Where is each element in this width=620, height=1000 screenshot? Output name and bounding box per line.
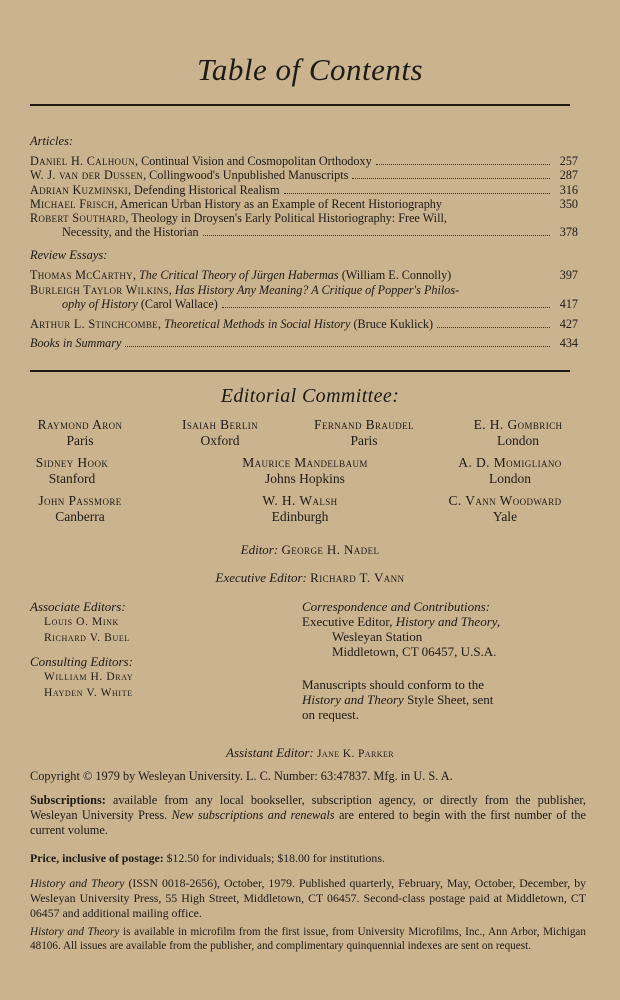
assistant-editor-label: Assistant Editor:: [226, 745, 314, 760]
leader-dots: [125, 346, 550, 347]
entry-author: Arthur L. Stinchcombe: [30, 317, 158, 331]
entry-page: 378: [559, 225, 578, 239]
leader-dots: [284, 193, 550, 194]
leader-dots: [352, 178, 550, 179]
copyright-line: Copyright © 1979 by Wesleyan University. L. C. Number: 63:47837. Mfg. in U. S. A.: [30, 769, 453, 783]
entry-page: 417: [559, 297, 578, 311]
committee-member: W. H. Walsh Edinburgh: [262, 493, 338, 524]
entry-reviewer: (Bruce Kuklick): [353, 317, 434, 331]
editor-line: [0, 542, 620, 558]
entry-page: 257: [559, 154, 578, 168]
microfilm-paragraph: History and Theory is available in microfilm from the first issue, from University Microfilms, Inc., Ann Arbor, Michigan 48106. All issues are available from the publisher, and complimentary quinquennial indexes are sent on request.: [30, 926, 586, 952]
entry-author: Thomas McCarthy: [30, 268, 133, 282]
top-rule: [30, 104, 570, 106]
correspondence-column: Correspondence and Contributions: Executive Editor, History and Theory, Wesleyan Station Middletown, CT 06457, U.S.A. Manuscripts should conform to the History and Theory Style Sheet, sent on request.: [302, 599, 602, 722]
entry-page: 397: [559, 268, 578, 282]
entry-page: 350: [559, 197, 578, 211]
entry-page: 427: [559, 317, 578, 331]
entry-author: Adrian Kuzminski: [30, 183, 128, 197]
review-essays-label: Review Essays:: [30, 248, 108, 262]
entry-title: Defending Historical Realism: [134, 183, 280, 197]
toc-entry[interactable]: Adrian Kuzminski, Defending Historical Realism 316: [30, 183, 578, 197]
publication-paragraph: History and Theory (ISSN 0018-2656), October, 1979. Published quarterly, February, May, October, December, by Wesleyan University Press, 55 High Street, Middletown, CT 06457. Second-class postage paid at Middletown, CT 06457 and additional mailing office.: [30, 876, 586, 920]
middle-rule: [30, 370, 570, 372]
entry-author: Daniel H. Calhoun: [30, 154, 135, 168]
committee-member: Fernand Braudel Paris: [314, 417, 414, 448]
entry-title: Theoretical Methods in Social History: [164, 317, 351, 331]
committee-member: E. H. Gombrich London: [473, 417, 563, 448]
entry-reviewer: (William E. Connolly): [341, 268, 452, 282]
committee-member: A. D. Momigliano London: [458, 455, 562, 486]
price-line: Price, inclusive of postage: $12.50 for individuals; $18.00 for institutions.: [30, 851, 385, 865]
associate-editor: Louis O. Mink: [44, 616, 119, 628]
articles-label: Articles:: [30, 134, 74, 148]
entry-author: W. J. van der Dussen: [30, 168, 144, 182]
toc-entry[interactable]: Michael Frisch, American Urban History as an Example of Recent Historiography 350: [30, 197, 578, 211]
toc-entry[interactable]: Robert Southard, Theology in Droysen's Early Political Historiography: Free Will, Necessity, and the Historian 378: [30, 211, 578, 239]
entry-page: 316: [559, 183, 578, 197]
entry-reviewer: (Carol Wallace): [140, 297, 218, 311]
entry-page: 434: [559, 336, 578, 350]
assistant-editor-line: [0, 745, 620, 761]
subscriptions-paragraph: Subscriptions: available from any local bookseller, subscription agency, or directly from the publisher, Wesleyan University Press. New subscriptions and renewals are entered to begin with the first number of the current volume.: [30, 793, 587, 837]
entry-page: 287: [559, 168, 578, 182]
consulting-editor: Hayden V. White: [44, 687, 133, 699]
leader-dots: [437, 327, 550, 328]
committee-member: C. Vann Woodward Yale: [448, 493, 562, 524]
entry-title: The Critical Theory of Jürgen Habermas: [139, 268, 339, 282]
committee-member: Maurice Mandelbaum Johns Hopkins: [242, 455, 368, 486]
entry-title: Continual Vision and Cosmopolitan Orthodoxy: [141, 154, 372, 168]
toc-entry[interactable]: [30, 336, 578, 350]
consulting-editors-label: Consulting Editors:: [30, 654, 133, 669]
entry-title-cont: Necessity, and the Historian: [62, 225, 199, 239]
toc-entry[interactable]: Daniel H. Calhoun, Continual Vision and Cosmopolitan Orthodoxy 257: [30, 154, 578, 168]
entry-author: Burleigh Taylor Wilkins: [30, 283, 169, 297]
leader-dots: [376, 164, 550, 165]
books-in-summary-label: Books in Summary: [30, 336, 122, 350]
committee-member: Isaiah Berlin Oxford: [181, 417, 259, 448]
editor-name: George H. Nadel: [281, 542, 380, 557]
entry-author: Robert Southard: [30, 211, 126, 225]
committee-member: Sidney Hook Stanford: [35, 455, 109, 486]
editors-left-column: [30, 599, 280, 701]
correspondence-label: Correspondence and Contributions:: [302, 599, 491, 614]
toc-entry[interactable]: Arthur L. Stinchcombe, Theoretical Methods in Social History (Bruce Kuklick) 427: [30, 317, 578, 331]
consulting-editor: William H. Dray: [44, 671, 134, 683]
executive-editor-label: Executive Editor:: [215, 570, 307, 585]
toc-entry[interactable]: Thomas McCarthy, The Critical Theory of Jürgen Habermas (William E. Connolly) 397: [30, 268, 578, 282]
manuscripts-note: Manuscripts should conform to the: [302, 677, 484, 692]
assistant-editor-name: Jane K. Parker: [317, 748, 394, 760]
page-title: Table of Contents: [196, 52, 424, 87]
executive-editor-name: Richard T. Vann: [310, 570, 405, 585]
executive-editor-line: [0, 570, 620, 586]
toc-entry[interactable]: Burleigh Taylor Wilkins, Has History Any Meaning? A Critique of Popper's Philos- ophy of History (Carol Wallace) 417: [30, 283, 578, 311]
committee-member: Raymond Aron Paris: [37, 417, 123, 448]
committee-title: Editorial Committee:: [220, 385, 400, 407]
entry-author: Michael Frisch: [30, 197, 115, 211]
editor-label: Editor:: [240, 542, 279, 557]
entry-title: Collingwood's Unpublished Manuscripts: [149, 168, 349, 182]
entry-title: American Urban History as an Example of Recent Historiography: [119, 197, 442, 211]
leader-dots: [203, 235, 550, 236]
associate-editors-label: Associate Editors:: [30, 599, 126, 614]
committee-member: John Passmore Canberra: [38, 493, 122, 524]
entry-title: Theology in Droysen's Early Political Historiography: Free Will,: [131, 211, 447, 225]
leader-dots: [222, 307, 550, 308]
toc-entry[interactable]: W. J. van der Dussen, Collingwood's Unpublished Manuscripts 287: [30, 168, 578, 182]
entry-title-cont: ophy of History: [62, 297, 138, 311]
associate-editor: Richard V. Buel: [44, 632, 130, 644]
entry-title: Has History Any Meaning? A Critique of Popper's Philos-: [174, 283, 460, 297]
